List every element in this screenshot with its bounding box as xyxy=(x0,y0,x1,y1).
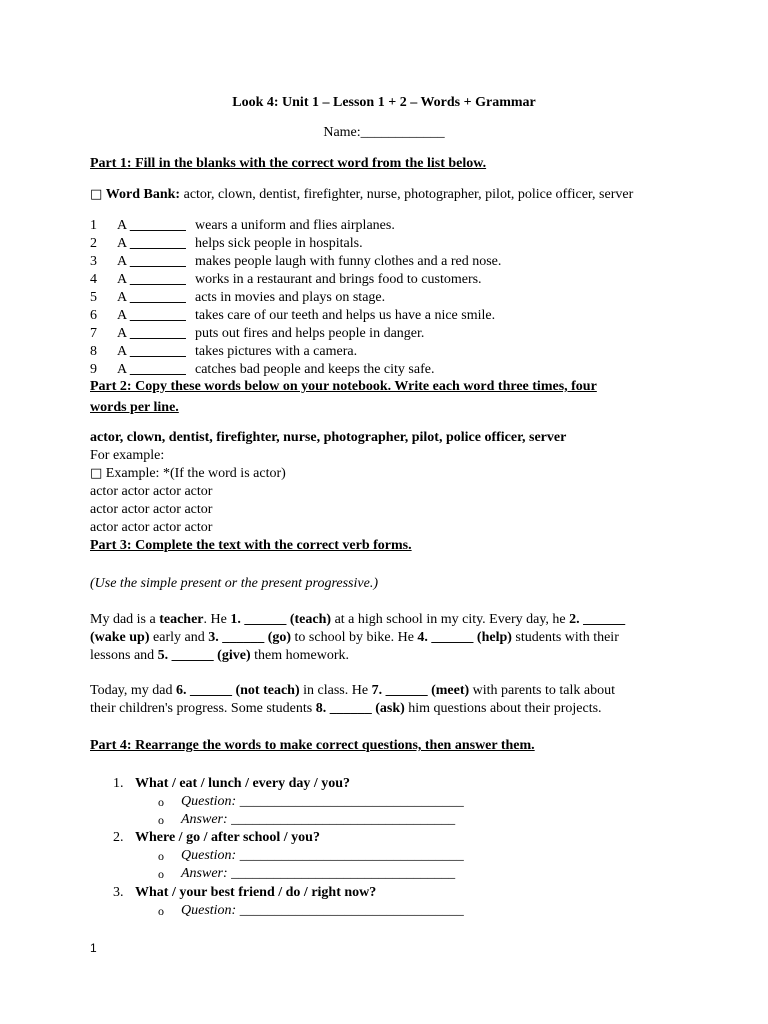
word-bank-label: Word Bank: xyxy=(105,187,181,202)
answer-blank[interactable]: ________ xyxy=(129,254,186,269)
item-number: 8 xyxy=(90,344,97,359)
item-article: A ________ xyxy=(117,254,186,269)
answer-blank[interactable]: ________________________________ xyxy=(231,812,456,827)
part3-instruction: (Use the simple present or the present progressive.) xyxy=(90,576,378,591)
for-example-label: For example: xyxy=(90,448,165,463)
question-prompt: What / your best friend / do / right now? xyxy=(135,885,377,900)
item-article: A ________ xyxy=(117,218,186,233)
item-number: 1 xyxy=(90,218,97,233)
paragraph-line: My dad is a teacher. He 1. ______ (teach) at a high school in my city. Every day, he 2. ______ xyxy=(90,612,626,627)
answer-blank[interactable]: ________ xyxy=(129,344,186,359)
question-prompt: What / eat / lunch / every day / you? xyxy=(135,776,351,791)
part2-heading-line2: words per line. xyxy=(90,400,179,415)
item-article: A ________ xyxy=(117,236,186,251)
verb-blank[interactable]: 2. ______ xyxy=(569,612,626,627)
verb-blank[interactable]: 7. ______ (meet) xyxy=(371,683,470,698)
question-prompt: Where / go / after school / you? xyxy=(135,830,320,845)
answer-blank[interactable]: ________ xyxy=(129,326,186,341)
example-row: actor actor actor actor xyxy=(90,484,213,499)
item-text: helps sick people in hospitals. xyxy=(195,236,363,251)
paragraph-line: Today, my dad 6. ______ (not teach) in class. He 7. ______ (meet) with parents to talk about xyxy=(90,683,615,698)
item-number: 4 xyxy=(90,272,97,287)
example-row: actor actor actor actor xyxy=(90,520,213,535)
part3-heading: Part 3: Complete the text with the correct verb forms. xyxy=(90,538,412,553)
item-number: 2 xyxy=(90,236,97,251)
item-text: acts in movies and plays on stage. xyxy=(195,290,386,305)
item-number: 5 xyxy=(90,290,97,305)
paragraph-line: (wake up) early and 3. ______ (go) to school by bike. He 4. ______ (help) students with their xyxy=(90,630,619,645)
item-article: A ________ xyxy=(117,272,186,287)
item-number: 7 xyxy=(90,326,97,341)
item-text: puts out fires and helps people in danger. xyxy=(195,326,425,341)
answer-blank[interactable]: ________ xyxy=(129,362,186,377)
example-label: Example: *(If the word is actor) xyxy=(105,466,286,481)
item-article: A ________ xyxy=(117,344,186,359)
answer-blank[interactable]: ________________________________ xyxy=(231,866,456,881)
verb-blank[interactable]: 1. ______ (teach) xyxy=(230,612,332,627)
verb-blank[interactable]: 4. ______ (help) xyxy=(417,630,512,645)
example-line xyxy=(90,465,286,483)
answer-blank[interactable]: ________ xyxy=(129,290,186,305)
verb-blank[interactable]: 3. ______ (go) xyxy=(208,630,292,645)
item-number: 9 xyxy=(90,362,97,377)
item-text: makes people laugh with funny clothes and a red nose. xyxy=(195,254,502,269)
question-blank[interactable]: ________________________________ xyxy=(239,794,464,809)
page-number: 1 xyxy=(90,941,97,955)
word-bank xyxy=(90,186,633,204)
question-blank[interactable]: ________________________________ xyxy=(239,903,464,918)
item-number: 6 xyxy=(90,308,97,323)
word-bank-list: actor, clown, dentist, firefighter, nurse, photographer, pilot, police officer, server xyxy=(183,187,634,202)
part4-heading: Part 4: Rearrange the words to make correct questions, then answer them. xyxy=(90,738,535,753)
example-row: actor actor actor actor xyxy=(90,502,213,517)
verb-blank[interactable]: 6. ______ (not teach) xyxy=(175,683,300,698)
item-number: 3 xyxy=(90,254,97,269)
paragraph-line: their children's progress. Some students 8. ______ (ask) him questions about their projects. xyxy=(90,701,602,716)
verb-blank[interactable]: 8. ______ (ask) xyxy=(315,701,405,716)
item-article: A ________ xyxy=(117,362,186,377)
answer-blank[interactable]: ________ xyxy=(129,236,186,251)
worksheet-title: Look 4: Unit 1 – Lesson 1 + 2 – Words + Grammar xyxy=(232,95,536,110)
question-blank[interactable]: ________________________________ xyxy=(239,848,464,863)
answer-blank[interactable]: ________ xyxy=(129,272,186,287)
item-text: takes care of our teeth and helps us have a nice smile. xyxy=(195,308,496,323)
item-text: wears a uniform and flies airplanes. xyxy=(195,218,395,233)
part2-heading-line1: Part 2: Copy these words below on your notebook. Write each word three times, four xyxy=(90,379,597,394)
item-article: A ________ xyxy=(117,326,186,341)
verb-blank[interactable]: 5. ______ (give) xyxy=(157,648,251,663)
answer-blank[interactable]: ________ xyxy=(129,218,186,233)
answer-blank[interactable]: ________ xyxy=(129,308,186,323)
item-text: catches bad people and keeps the city safe. xyxy=(195,362,435,377)
item-text: works in a restaurant and brings food to customers. xyxy=(195,272,482,287)
name-label: Name: xyxy=(323,125,361,140)
box-icon: □ xyxy=(90,466,103,481)
name-line xyxy=(0,124,768,142)
box-icon: □ xyxy=(90,187,103,202)
item-text: takes pictures with a camera. xyxy=(195,344,358,359)
name-blank[interactable]: ____________ xyxy=(360,125,445,140)
item-article: A ________ xyxy=(117,308,186,323)
item-article: A ________ xyxy=(117,290,186,305)
part1-heading: Part 1: Fill in the blanks with the correct word from the list below. xyxy=(90,156,487,171)
paragraph-line: lessons and 5. ______ (give) them homework. xyxy=(90,648,349,663)
part2-word-list: actor, clown, dentist, firefighter, nurse, photographer, pilot, police officer, server xyxy=(90,430,567,445)
